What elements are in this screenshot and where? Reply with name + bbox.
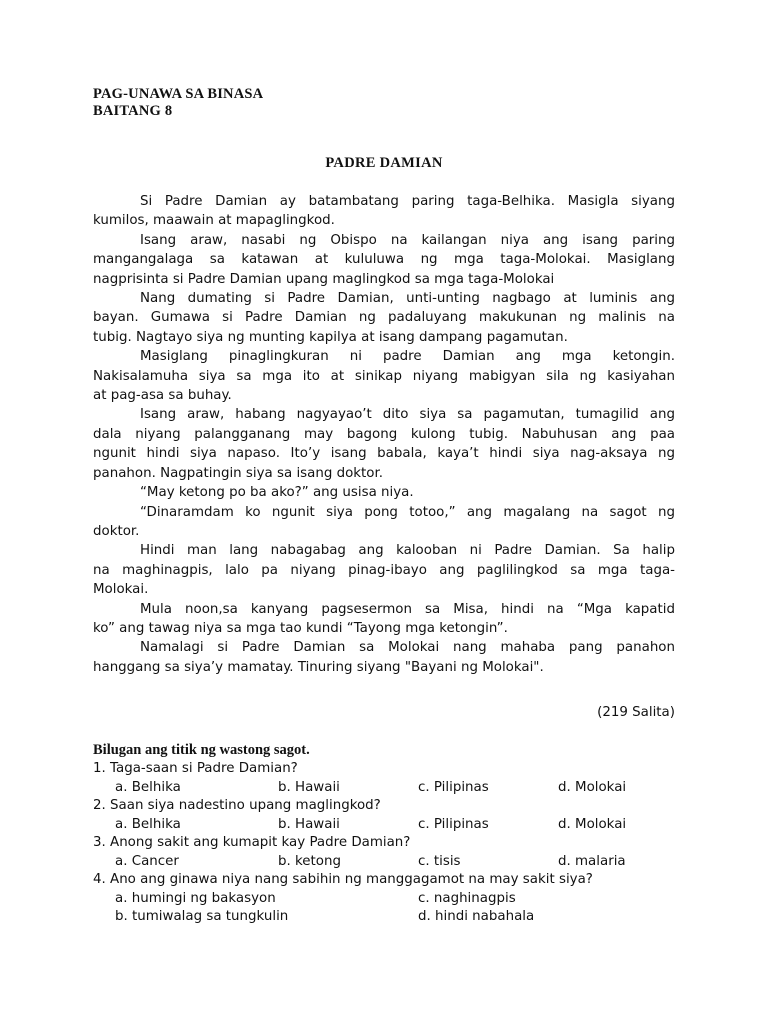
option-b[interactable]: b. Hawaii <box>278 816 340 832</box>
story-line: Isang araw, nasabi ng Obispo na kailangan niya ang isang paring <box>140 232 675 248</box>
story-paragraph <box>93 405 675 483</box>
story-line: Masiglang pinaglingkuran ni padre Damian ang mga ketongin. <box>140 349 675 365</box>
story-line: kumilos, maawain at mapaglingkod. <box>93 213 335 229</box>
question-options <box>93 853 693 872</box>
story-body <box>93 192 675 677</box>
story-line: na maghinagpis, lalo pa niyang pinag-ibayo ang paglilingkod sa mga taga- <box>93 562 675 578</box>
option-d[interactable]: d. hindi nabahala <box>418 909 535 924</box>
question-text: 1. Taga-saan si Padre Damian? <box>93 761 298 776</box>
option-a[interactable]: a. Cancer <box>115 853 179 869</box>
question-options <box>93 890 693 909</box>
option-d[interactable]: d. Molokai <box>558 779 627 795</box>
story-paragraph <box>93 289 675 347</box>
story-line: tubig. Nagtayo siya ng munting kapilya at isang dampang pagamutan. <box>93 329 568 345</box>
question-text: 3. Anong sakit ang kumapit kay Padre Damian? <box>93 835 411 850</box>
option-b[interactable]: b. tumiwalag sa tungkulin <box>115 909 289 924</box>
option-a[interactable]: a. humingi ng bakasyon <box>115 890 276 906</box>
option-a[interactable]: a. Belhika <box>115 779 181 795</box>
story-line: nagprisinta si Padre Damian upang maglingkod sa mga taga-Molokai <box>93 271 555 287</box>
word-count: (219 Salita) <box>597 705 675 720</box>
option-b[interactable]: b. Hawaii <box>278 779 340 795</box>
story-paragraph <box>93 600 675 639</box>
story-line: Nakisalamuha siya sa mga ito at sinikap niyang mabigyan sila ng kasiyahan <box>93 368 675 384</box>
story-title <box>0 155 768 172</box>
question-options <box>93 908 693 927</box>
story-paragraph <box>93 231 675 289</box>
header-subject: PAG-UNAWA SA BINASA <box>93 86 264 102</box>
story-line: at pag-asa sa buhay. <box>93 388 232 404</box>
story-paragraph <box>93 347 675 405</box>
worksheet-header <box>93 86 263 120</box>
story-line: Isang araw, habang nagyayao’t dito siya sa pagamutan, tumagilid ang <box>140 407 675 423</box>
question-options <box>93 779 693 798</box>
story-line: Molokai. <box>93 582 149 598</box>
story-paragraph <box>93 483 675 502</box>
story-line: doktor. <box>93 523 140 539</box>
option-d[interactable]: d. Molokai <box>558 816 627 832</box>
question-text: 2. Saan siya nadestino upang maglingkod? <box>93 798 381 813</box>
question-options <box>93 816 693 835</box>
story-line: Namalagi si Padre Damian sa Molokai nang mahaba pang panahon <box>140 640 675 656</box>
option-b[interactable]: b. ketong <box>278 853 341 869</box>
story-paragraph <box>93 541 675 599</box>
option-c[interactable]: c. Pilipinas <box>418 816 489 832</box>
story-line: dala niyang palangganang may bagong kulong tubig. Nabuhusan ang paa <box>93 426 675 442</box>
story-paragraph <box>93 638 675 677</box>
story-title-text: PADRE DAMIAN <box>325 155 443 171</box>
story-paragraph <box>93 192 675 231</box>
story-line: Si Padre Damian ay batambatang paring taga-Belhika. Masigla siyang <box>140 194 675 209</box>
story-line: bayan. Gumawa si Padre Damian ng padaluyang makukunan ng malinis na <box>93 310 675 326</box>
story-line: mangangalaga sa katawan at kululuwa ng mga taga-Molokai. Masiglang <box>93 252 675 268</box>
story-line: hanggang sa siya’y mamatay. Tinuring siyang "Bayani ng Molokai". <box>93 659 544 675</box>
option-c[interactable]: c. Pilipinas <box>418 779 489 795</box>
story-line: Nang dumating si Padre Damian, unti-unting nagbago at luminis ang <box>140 291 675 307</box>
header-grade: BAITANG 8 <box>93 103 173 119</box>
story-line: ngunit hindi siya napaso. Ito’y isang babala, kaya’t hindi siya nag-aksaya ng <box>93 446 675 462</box>
option-a[interactable]: a. Belhika <box>115 816 181 832</box>
question-text: 4. Ano ang ginawa niya nang sabihin ng manggagamot na may sakit siya? <box>93 872 593 887</box>
story-line: Mula noon,sa kanyang pagsesermon sa Misa, hindi na “Mga kapatid <box>140 601 675 617</box>
story-line: “May ketong po ba ako?” ang usisa niya. <box>140 485 414 501</box>
story-line: Hindi man lang nabagabag ang kalooban ni Padre Damian. Sa halip <box>140 543 675 559</box>
option-c[interactable]: c. naghinagpis <box>418 890 516 906</box>
option-d[interactable]: d. malaria <box>558 853 626 869</box>
story-paragraph <box>93 503 675 542</box>
option-c[interactable]: c. tisis <box>418 853 461 869</box>
story-line: ko” ang tawag niya sa mga tao kundi “Tayong mga ketongin”. <box>93 620 508 636</box>
story-line: “Dinaramdam ko ngunit siya pong totoo,” ang magalang na sagot ng <box>140 504 675 520</box>
quiz-instructions: Bilugan ang titik ng wastong sagot. <box>93 742 310 758</box>
story-line: panahon. Nagpatingin siya sa isang doktor. <box>93 465 384 481</box>
quiz-section <box>93 760 693 927</box>
